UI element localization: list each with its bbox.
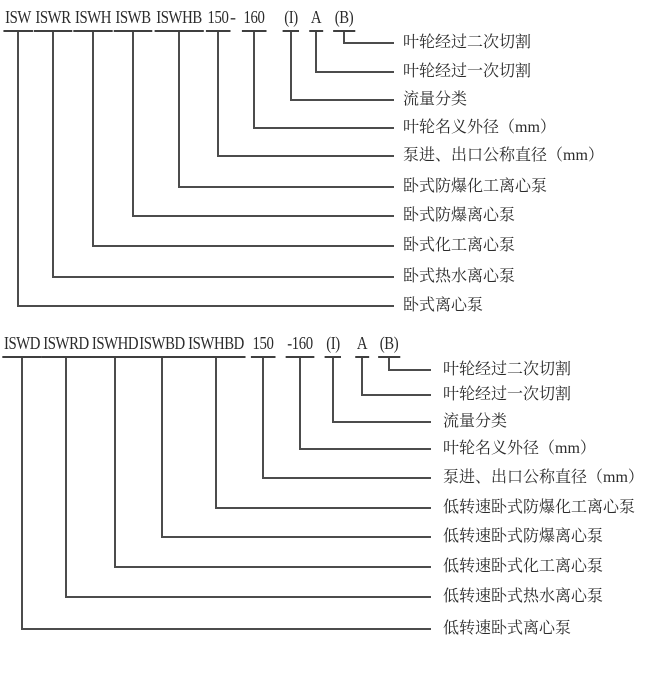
code-meaning-label: 叶轮名义外径（mm） xyxy=(443,440,596,457)
model-code-term: ISWR xyxy=(34,7,73,32)
connector-line-vertical xyxy=(299,358,301,450)
connector-line-vertical xyxy=(161,358,163,538)
connector-line-horizontal xyxy=(388,369,431,371)
model-code-term: (B) xyxy=(378,333,400,358)
model-code-term: ISWHBD xyxy=(186,333,245,358)
code-meaning-label: 叶轮名义外径（mm） xyxy=(403,119,556,136)
code-meaning-label: 卧式防爆化工离心泵 xyxy=(403,178,548,195)
code-meaning-label: 流量分类 xyxy=(403,91,468,108)
code-meaning-label: 流量分类 xyxy=(443,413,508,430)
connector-line-vertical xyxy=(114,358,116,568)
code-meaning-label: 卧式热水离心泵 xyxy=(403,268,516,285)
code-meaning-label: 低转速卧式防爆化工离心泵 xyxy=(443,499,636,516)
model-code-term: 160 xyxy=(242,7,266,32)
connector-line-horizontal xyxy=(161,536,431,538)
model-code-term: ISW xyxy=(3,7,32,32)
code-meaning-label: 卧式防爆离心泵 xyxy=(403,207,516,224)
code-separator-dash: - xyxy=(230,7,236,27)
model-code-term: -160 xyxy=(286,333,315,358)
connector-line-horizontal xyxy=(262,477,431,479)
connector-line-vertical xyxy=(361,358,363,396)
code-meaning-label: 低转速卧式热水离心泵 xyxy=(443,588,604,605)
code-meaning-label: 叶轮经过二次切割 xyxy=(443,361,572,378)
connector-line-horizontal xyxy=(114,566,431,568)
code-meaning-label: 泵进、出口公称直径（mm） xyxy=(443,469,644,486)
model-code-term: ISWHB xyxy=(155,7,204,32)
model-code-term: ISWB xyxy=(114,7,153,32)
connector-line-vertical xyxy=(332,358,334,423)
model-code-term: (B) xyxy=(333,7,355,32)
code-meaning-label: 低转速卧式离心泵 xyxy=(443,620,572,637)
model-code-term: (I) xyxy=(325,333,342,358)
connector-line-horizontal xyxy=(332,421,431,423)
model-code-term: 150 xyxy=(251,333,275,358)
connector-line-vertical xyxy=(262,358,264,479)
model-code-term: ISWBD xyxy=(138,333,187,358)
model-code-term: ISWRD xyxy=(42,333,91,358)
model-code-term: A xyxy=(355,333,369,358)
connector-line-horizontal xyxy=(361,394,431,396)
connector-line-horizontal xyxy=(299,448,431,450)
model-code-term: ISWD xyxy=(2,333,41,358)
connector-line-vertical xyxy=(65,358,67,598)
model-code-term: 150 xyxy=(206,7,230,32)
code-meaning-label: 卧式离心泵 xyxy=(403,297,484,314)
code-meaning-label: 叶轮经过二次切割 xyxy=(403,34,532,51)
connector-line-horizontal xyxy=(215,507,431,509)
model-code-term: ISWHD xyxy=(90,333,140,358)
code-meaning-label: 低转速卧式化工离心泵 xyxy=(443,558,604,575)
code-meaning-label: 叶轮经过一次切割 xyxy=(403,63,532,80)
model-code-term: (I) xyxy=(283,7,300,32)
model-code-term: A xyxy=(309,7,323,32)
code-meaning-label: 泵进、出口公称直径（mm） xyxy=(403,147,604,164)
connector-line-vertical xyxy=(215,358,217,509)
code-meaning-label: 低转速卧式防爆离心泵 xyxy=(443,528,604,545)
code-meaning-label: 卧式化工离心泵 xyxy=(403,237,516,254)
code-meaning-label: 叶轮经过一次切割 xyxy=(443,386,572,403)
connector-line-horizontal xyxy=(21,628,431,630)
connector-line-vertical xyxy=(21,358,23,630)
model-code-term: ISWH xyxy=(73,7,112,32)
connector-line-horizontal xyxy=(65,596,431,598)
